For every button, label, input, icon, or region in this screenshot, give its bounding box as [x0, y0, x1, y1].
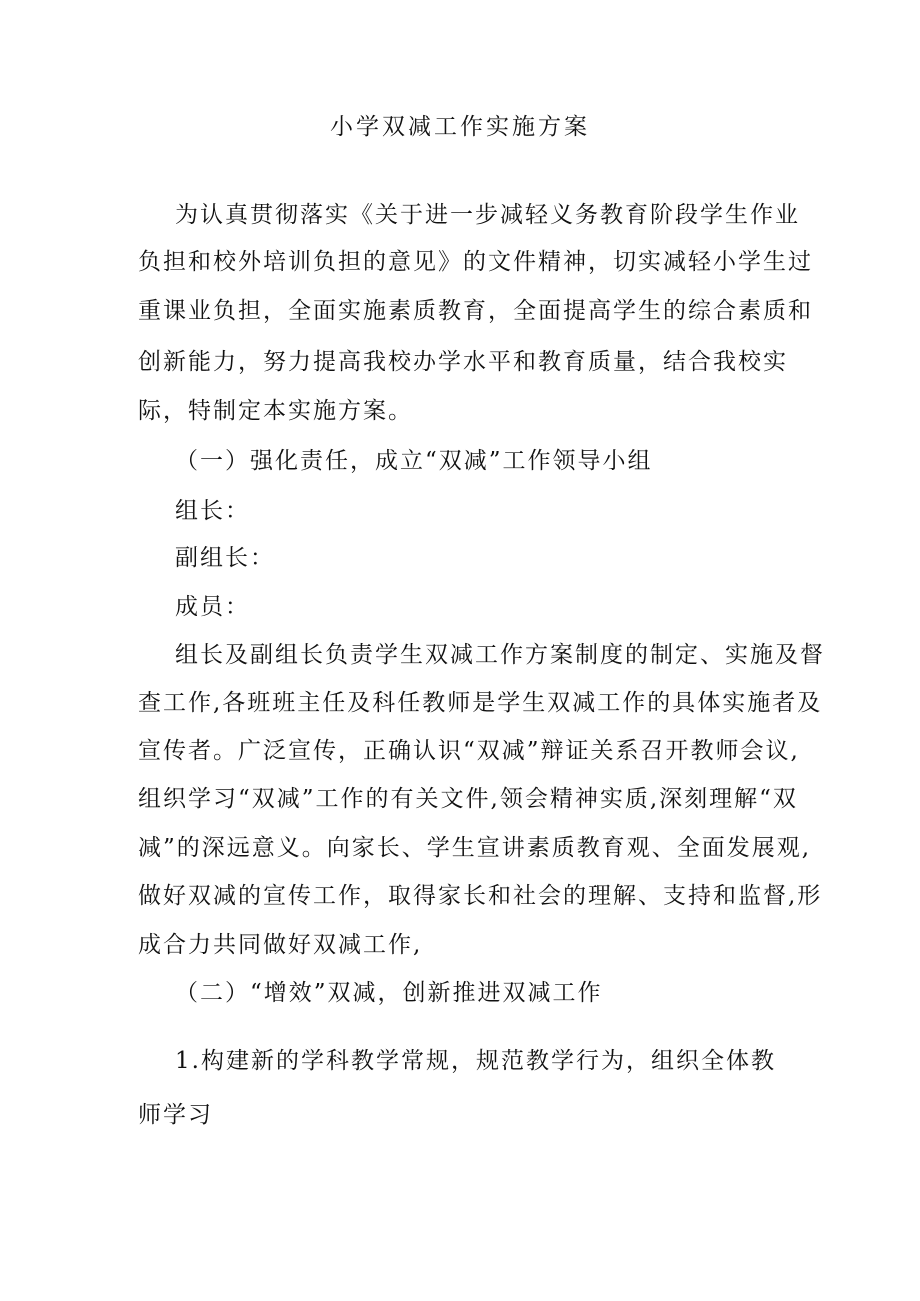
deputy-label: 副组长：	[175, 545, 275, 571]
section1-heading: （一）强化责任，成立“双减”工作领导小组	[175, 448, 653, 474]
intro-line: 为认真贯彻落实《关于进一步减轻义务教育阶段学生作业	[175, 202, 800, 228]
intro-line: 负担和校外培训负担的意见》的文件精神，切实减轻小学生过	[138, 249, 813, 275]
body-line: 组织学习“双减”工作的有关文件,领会精神实质,深刻理解“双	[138, 786, 798, 812]
intro-line: 际，特制定本实施方案。	[138, 398, 413, 424]
item1-line: 1.构建新的学科教学常规，规范教学行为，组织全体教	[175, 1048, 776, 1074]
body-line: 组长及副组长负责学生双减工作方案制度的制定、实施及督	[175, 642, 825, 668]
leader-label: 组长：	[175, 498, 250, 524]
page-title: 小学双减工作实施方案	[330, 114, 590, 140]
item1-line: 师学习	[138, 1102, 213, 1128]
section2-heading: （二）“增效”双减，创新推进双减工作	[175, 980, 603, 1006]
body-line: 减”的深远意义。向家长、学生宣讲素质教育观、全面发展观,	[138, 835, 812, 861]
members-label: 成员：	[175, 594, 250, 620]
body-line: 成合力共同做好双减工作,	[138, 932, 423, 958]
body-line: 查工作,各班班主任及科任教师是学生双减工作的具体实施者及	[138, 690, 823, 716]
intro-line: 创新能力，努力提高我校办学水平和教育质量，结合我校实	[138, 349, 788, 375]
body-line: 宣传者。广泛宣传，正确认识“双减”辩证关系召开教师会议,	[138, 738, 800, 764]
intro-line: 重课业负担，全面实施素质教育，全面提高学生的综合素质和	[138, 298, 813, 324]
body-line: 做好双减的宣传工作，取得家长和社会的理解、支持和监督,形	[138, 883, 823, 909]
